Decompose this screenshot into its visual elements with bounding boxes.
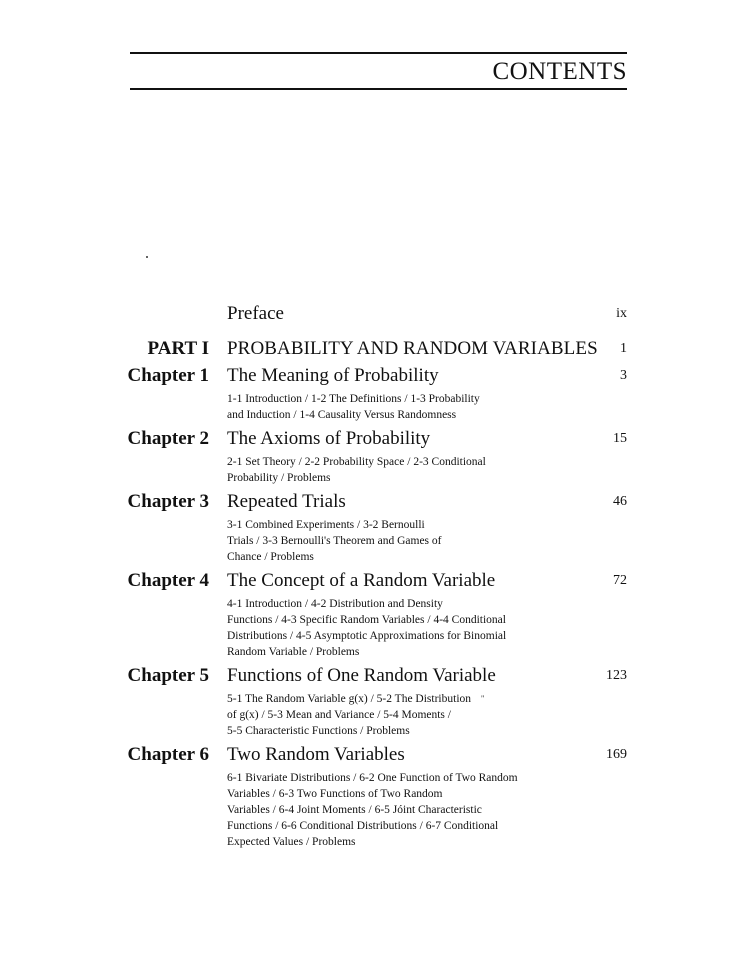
section-line: Functions / 6-6 Conditional Distributions / 6-7 Conditional: [227, 820, 499, 832]
part-title: PROBABILITY AND RANDOM VARIABLES: [227, 338, 598, 359]
stray-mark: ": [481, 694, 485, 703]
section-line: [227, 691, 577, 707]
section-line: 6-1 Bivariate Distributions / 6-2 One Function of Two Random: [227, 772, 518, 784]
section-line: 4-1 Introduction / 4-2 Distribution and Density: [227, 598, 443, 610]
chapter-sections: [227, 770, 577, 850]
chapter-label: Chapter 1: [127, 365, 209, 386]
part-page: 1: [620, 341, 627, 356]
chapter-page: 123: [606, 668, 627, 683]
section-line: Variables / 6-4 Joint Moments / 6-5 Jóint Characteristic: [227, 804, 482, 816]
chapter-sections: [227, 391, 577, 423]
section-line: Random Variable / Problems: [227, 646, 360, 658]
chapter-title: The Meaning of Probability: [227, 365, 439, 386]
preface-page: ix: [616, 306, 627, 321]
chapter-page: 72: [613, 573, 627, 588]
section-line: Probability / Problems: [227, 472, 331, 484]
chapter-title: Functions of One Random Variable: [227, 665, 496, 686]
chapter-title: Two Random Variables: [227, 744, 405, 765]
section-line: 2-1 Set Theory / 2-2 Probability Space / 2-3 Conditional: [227, 456, 486, 468]
chapter-page: 169: [606, 747, 627, 762]
section-line: of g(x) / 5-3 Mean and Variance / 5-4 Moments /: [227, 709, 451, 721]
chapter-sections: [227, 517, 577, 565]
chapter-page: 46: [613, 494, 627, 509]
chapter-label: Chapter 2: [127, 428, 209, 449]
section-line: Distributions / 4-5 Asymptotic Approximations for Binomial: [227, 630, 507, 642]
chapter-title: Repeated Trials: [227, 491, 346, 512]
chapter-sections: [227, 691, 577, 739]
section-line: and Induction / 1-4 Causality Versus Randomness: [227, 409, 457, 421]
section-line-text: 5-1 The Random Variable g(x) / 5-2 The Distribution: [227, 693, 472, 705]
stray-dot: [146, 256, 148, 258]
page-heading: CONTENTS: [492, 58, 627, 85]
part-label: PART I: [147, 338, 209, 359]
chapter-sections: [227, 454, 577, 486]
chapter-label: Chapter 4: [127, 570, 209, 591]
section-line: Functions / 4-3 Specific Random Variables / 4-4 Conditional: [227, 614, 506, 626]
section-line: Trials / 3-3 Bernoulli's Theorem and Games of: [227, 535, 442, 547]
section-line: 1-1 Introduction / 1-2 The Definitions / 1-3 Probability: [227, 393, 480, 405]
chapter-label: Chapter 3: [127, 491, 209, 512]
preface-title: Preface: [227, 303, 284, 324]
section-line: 5-5 Characteristic Functions / Problems: [227, 725, 410, 737]
section-line: Variables / 6-3 Two Functions of Two Random: [227, 788, 443, 800]
chapter-title: The Axioms of Probability: [227, 428, 431, 449]
section-line: Expected Values / Problems: [227, 836, 356, 848]
chapter-label: Chapter 5: [127, 665, 209, 686]
section-line: 3-1 Combined Experiments / 3-2 Bernoulli: [227, 519, 425, 531]
chapter-title: The Concept of a Random Variable: [227, 570, 496, 591]
chapter-sections: [227, 596, 577, 660]
chapter-label: Chapter 6: [127, 744, 209, 765]
chapter-page: 3: [620, 368, 627, 383]
top-rule: [130, 52, 627, 54]
section-line: Chance / Problems: [227, 551, 314, 563]
chapter-page: 15: [613, 431, 627, 446]
bottom-rule: [130, 88, 627, 90]
